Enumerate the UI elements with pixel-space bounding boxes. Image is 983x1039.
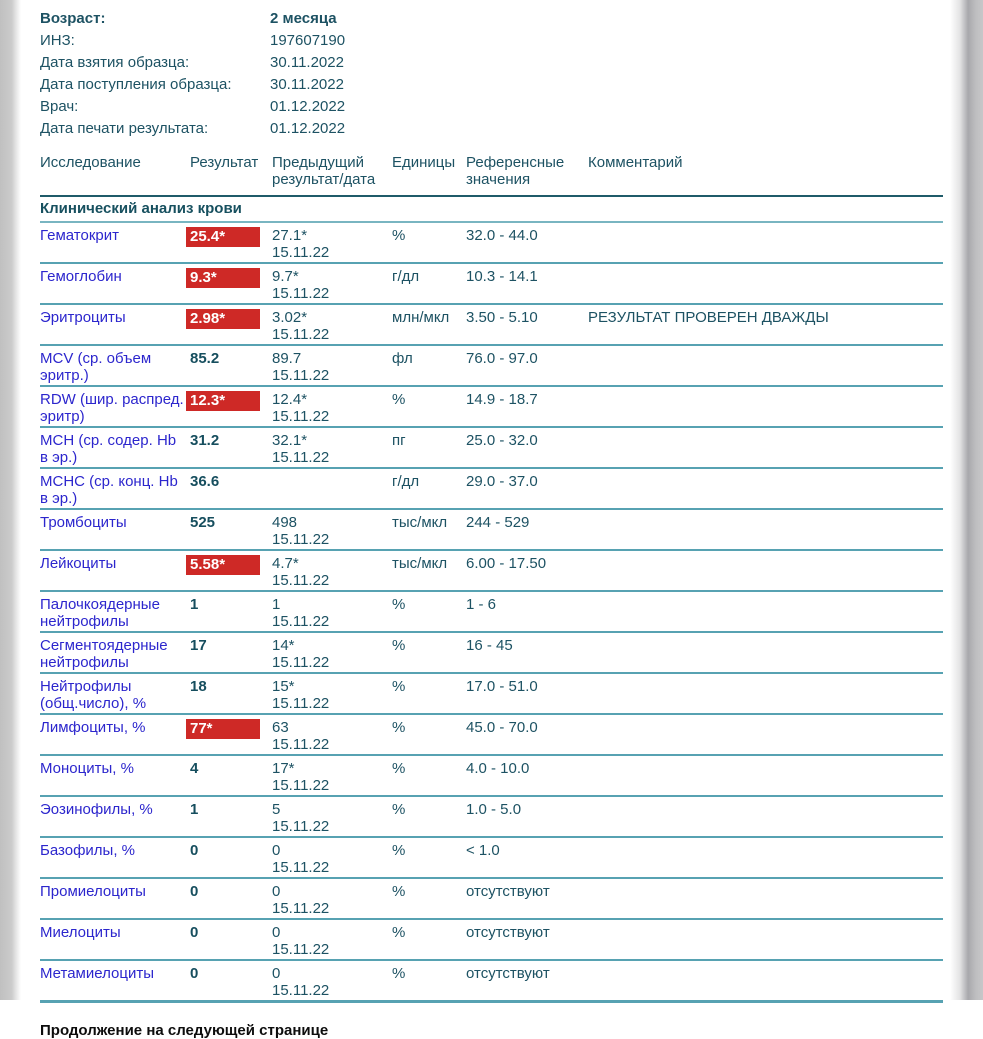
previous-result-cell: [272, 924, 392, 958]
test-name-link[interactable]: Лимфоциты, %: [40, 719, 146, 736]
reference-range-cell: 25.0 - 32.0: [466, 432, 538, 449]
table-row: [40, 961, 943, 1003]
info-row-age: [40, 8, 943, 30]
units-cell: %: [392, 391, 406, 408]
test-name-link[interactable]: Гемоглобин: [40, 268, 122, 285]
result-cell: [190, 596, 272, 613]
previous-result-value: 0: [272, 924, 281, 941]
table-row: [40, 305, 943, 346]
previous-result-date: 15.11.22: [272, 654, 330, 671]
table-row: [40, 428, 943, 469]
test-name-link[interactable]: Гематокрит: [40, 227, 119, 244]
previous-result-date: 15.11.22: [272, 285, 330, 302]
info-value: 01.12.2022: [270, 98, 346, 115]
result-value: 0: [190, 883, 199, 900]
table-row: [40, 264, 943, 305]
previous-result-cell: [272, 432, 392, 466]
previous-result-cell: [272, 883, 392, 917]
result-cell: [190, 309, 272, 329]
previous-result-value: 9.7*: [272, 268, 299, 285]
previous-result-date: 15.11.22: [272, 941, 330, 958]
table-row: [40, 674, 943, 715]
previous-result-date: 15.11.22: [272, 367, 330, 384]
column-header-result: Результат: [190, 154, 259, 171]
section-header-clinical-blood-analysis: Клинический анализ крови: [40, 195, 943, 223]
previous-result-date: 15.11.22: [272, 613, 330, 630]
previous-result-value: 0: [272, 842, 281, 859]
reference-range-cell: 3.50 - 5.10: [466, 309, 538, 326]
result-cell: [190, 883, 272, 900]
previous-result-cell: [272, 760, 392, 794]
units-cell: %: [392, 760, 406, 777]
test-name-link[interactable]: Базофилы, %: [40, 842, 135, 859]
reference-range-cell: 6.00 - 17.50: [466, 555, 547, 572]
result-cell: [190, 719, 272, 739]
reference-range-cell: 14.9 - 18.7: [466, 391, 538, 408]
result-value: 17: [190, 637, 207, 654]
table-row: [40, 469, 943, 510]
info-value: 30.11.2022: [270, 54, 344, 71]
previous-result-cell: [272, 227, 392, 261]
result-cell: [190, 924, 272, 941]
previous-result-cell: [272, 350, 392, 384]
reference-range-cell: 32.0 - 44.0: [466, 227, 538, 244]
previous-result-date: 15.11.22: [272, 736, 330, 753]
result-value: 85.2: [190, 350, 220, 367]
test-name-link[interactable]: Метамиелоциты: [40, 965, 154, 982]
page-left-gutter: [0, 0, 21, 1000]
table-row: [40, 920, 943, 961]
info-value: 2 месяца: [270, 10, 337, 27]
result-cell: [190, 432, 272, 449]
patient-info-section: [40, 8, 943, 140]
info-label: Возраст:: [40, 10, 106, 27]
previous-result-date: 15.11.22: [272, 408, 330, 425]
test-name-link[interactable]: MCHC (ср. конц. Hb в эр.): [40, 473, 178, 507]
test-name-link[interactable]: MCH (ср. содер. Hb в эр.): [40, 432, 177, 466]
table-row: [40, 223, 943, 264]
previous-result-value: 3.02*: [272, 309, 308, 326]
table-row: [40, 387, 943, 428]
previous-result-value: 4.7*: [272, 555, 299, 572]
comment-cell: РЕЗУЛЬТАТ ПРОВЕРЕН ДВАЖДЫ: [588, 309, 829, 326]
previous-result-value: 5: [272, 801, 281, 818]
result-cell: [190, 268, 272, 288]
info-value: 197607190: [270, 32, 346, 49]
previous-result-date: 15.11.22: [272, 326, 330, 343]
reference-range-cell: 4.0 - 10.0: [466, 760, 530, 777]
previous-result-value: 12.4*: [272, 391, 308, 408]
result-cell: [190, 391, 272, 411]
test-name-link[interactable]: Моноциты, %: [40, 760, 134, 777]
previous-result-cell: [272, 514, 392, 548]
result-cell: [190, 514, 272, 531]
result-value: 9.3*: [186, 268, 260, 288]
result-cell: [190, 227, 272, 247]
reference-range-cell: < 1.0: [466, 842, 500, 859]
reference-range-cell: 17.0 - 51.0: [466, 678, 538, 695]
result-value: 5.58*: [186, 555, 260, 575]
test-name-link[interactable]: Тромбоциты: [40, 514, 127, 531]
previous-result-cell: [272, 555, 392, 589]
previous-result-date: 15.11.22: [272, 244, 330, 261]
units-cell: %: [392, 965, 406, 982]
reference-range-cell: отсутствуют: [466, 883, 550, 900]
result-value: 77*: [186, 719, 260, 739]
previous-result-value: 15*: [272, 678, 295, 695]
previous-result-value: 0: [272, 883, 281, 900]
reference-range-cell: 45.0 - 70.0: [466, 719, 538, 736]
previous-result-cell: [272, 965, 392, 999]
test-name-link[interactable]: Эритроциты: [40, 309, 126, 326]
units-cell: %: [392, 637, 406, 654]
reference-range-cell: 1.0 - 5.0: [466, 801, 522, 818]
previous-result-cell: [272, 637, 392, 671]
previous-result-value: 27.1*: [272, 227, 308, 244]
reference-range-cell: отсутствуют: [466, 924, 550, 941]
previous-result-value: 498: [272, 514, 298, 531]
info-label: Дата поступления образца:: [40, 76, 232, 93]
column-header-reference-range: Референсные значения: [466, 154, 565, 188]
column-header-units: Единицы: [392, 154, 456, 171]
info-label: ИНЗ:: [40, 32, 75, 49]
test-name-link[interactable]: Нейтрофилы (общ.число), %: [40, 678, 147, 712]
result-cell: [190, 842, 272, 859]
previous-result-date: 15.11.22: [272, 900, 330, 917]
result-value: 525: [190, 514, 216, 531]
result-value: 18: [190, 678, 207, 695]
previous-result-value: 17*: [272, 760, 295, 777]
reference-range-cell: 29.0 - 37.0: [466, 473, 538, 490]
previous-result-cell: [272, 678, 392, 712]
units-cell: %: [392, 801, 406, 818]
table-header-row: [40, 148, 943, 195]
page-right-gutter: [950, 0, 983, 1000]
previous-result-cell: [272, 596, 392, 630]
table-row: [40, 715, 943, 756]
column-header-test: Исследование: [40, 154, 141, 171]
result-value: 0: [190, 965, 199, 982]
table-row: [40, 879, 943, 920]
units-cell: пг: [392, 432, 406, 449]
units-cell: млн/мкл: [392, 309, 450, 326]
previous-result-date: 15.11.22: [272, 572, 330, 589]
previous-result-date: 15.11.22: [272, 695, 330, 712]
previous-result-value: 14*: [272, 637, 295, 654]
units-cell: %: [392, 924, 406, 941]
info-label: Дата печати результата:: [40, 120, 209, 137]
result-cell: [190, 473, 272, 490]
table-row: [40, 633, 943, 674]
test-name-link[interactable]: Промиелоциты: [40, 883, 146, 900]
info-row-print-date: [40, 118, 943, 140]
info-row-sample-taken-date: [40, 52, 943, 74]
info-label: Дата взятия образца:: [40, 54, 190, 71]
info-value: 01.12.2022: [270, 120, 346, 137]
previous-result-cell: [272, 842, 392, 876]
result-value: 4: [190, 760, 199, 777]
result-cell: [190, 965, 272, 982]
test-name-link[interactable]: Миелоциты: [40, 924, 121, 941]
result-value: 12.3*: [186, 391, 260, 411]
units-cell: г/дл: [392, 268, 420, 285]
table-row: [40, 551, 943, 592]
previous-result-cell: [272, 391, 392, 425]
previous-result-value: 89.7: [272, 350, 302, 367]
previous-result-value: 32.1*: [272, 432, 308, 449]
table-row: [40, 346, 943, 387]
results-table: [40, 148, 943, 1003]
previous-result-cell: [272, 268, 392, 302]
test-name-link[interactable]: Сегментоядерные нейтрофилы: [40, 637, 168, 671]
units-cell: тыс/мкл: [392, 514, 448, 531]
previous-result-date: 15.11.22: [272, 818, 330, 835]
previous-result-date: 15.11.22: [272, 777, 330, 794]
table-row: [40, 756, 943, 797]
table-row: [40, 592, 943, 633]
previous-result-cell: [272, 801, 392, 835]
units-cell: %: [392, 596, 406, 613]
previous-result-cell: [272, 719, 392, 753]
column-header-comment: Комментарий: [588, 154, 683, 171]
continuation-note: Продолжение на следующей странице: [40, 1022, 329, 1039]
result-value: 0: [190, 924, 199, 941]
table-body: [40, 223, 943, 1003]
reference-range-cell: 16 - 45: [466, 637, 513, 654]
result-cell: [190, 678, 272, 695]
previous-result-value: 63: [272, 719, 289, 736]
result-cell: [190, 555, 272, 575]
result-value: 36.6: [190, 473, 220, 490]
previous-result-cell: [272, 309, 392, 343]
info-label: Врач:: [40, 98, 79, 115]
previous-result-date: 15.11.22: [272, 859, 330, 876]
units-cell: %: [392, 883, 406, 900]
table-row: [40, 838, 943, 879]
reference-range-cell: 244 - 529: [466, 514, 530, 531]
units-cell: г/дл: [392, 473, 420, 490]
units-cell: %: [392, 842, 406, 859]
units-cell: тыс/мкл: [392, 555, 448, 572]
units-cell: %: [392, 227, 406, 244]
result-value: 0: [190, 842, 199, 859]
reference-range-cell: 76.0 - 97.0: [466, 350, 538, 367]
result-cell: [190, 350, 272, 367]
result-cell: [190, 637, 272, 654]
units-cell: %: [392, 678, 406, 695]
table-row: [40, 510, 943, 551]
reference-range-cell: отсутствуют: [466, 965, 550, 982]
reference-range-cell: 1 - 6: [466, 596, 497, 613]
previous-result-date: 15.11.22: [272, 449, 330, 466]
info-value: 30.11.2022: [270, 76, 344, 93]
result-value: 1: [190, 801, 199, 818]
result-cell: [190, 760, 272, 777]
info-row-sample-received-date: [40, 74, 943, 96]
previous-result-date: 15.11.22: [272, 982, 330, 999]
units-cell: %: [392, 719, 406, 736]
test-name-link[interactable]: MCV (ср. объем эритр.): [40, 350, 152, 384]
test-name-link[interactable]: RDW (шир. распред. эритр): [40, 391, 184, 425]
test-name-link[interactable]: Лейкоциты: [40, 555, 117, 572]
previous-result-value: 1: [272, 596, 281, 613]
result-value: 31.2: [190, 432, 220, 449]
previous-result-date: 15.11.22: [272, 531, 330, 548]
units-cell: фл: [392, 350, 413, 367]
result-value: 25.4*: [186, 227, 260, 247]
previous-result-value: 0: [272, 965, 281, 982]
info-row-doctor: [40, 96, 943, 118]
reference-range-cell: 10.3 - 14.1: [466, 268, 538, 285]
test-name-link[interactable]: Эозинофилы, %: [40, 801, 153, 818]
lab-report-page: [40, 8, 943, 1039]
result-cell: [190, 801, 272, 818]
test-name-link[interactable]: Палочкоядерные нейтрофилы: [40, 596, 160, 630]
table-row: [40, 797, 943, 838]
result-value: 2.98*: [186, 309, 260, 329]
column-header-previous-result: Предыдущий результат/дата: [272, 154, 376, 188]
result-value: 1: [190, 596, 199, 613]
info-row-inz: [40, 30, 943, 52]
